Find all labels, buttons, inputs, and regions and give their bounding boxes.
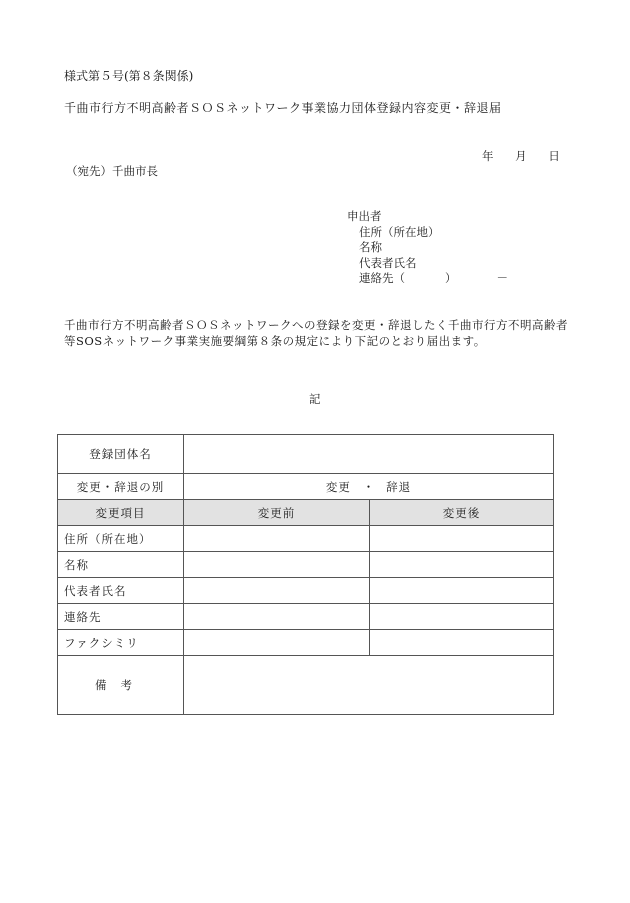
item-contact-label: 連絡先: [58, 604, 184, 630]
applicant-address-label: 住所（所在地）: [359, 224, 440, 239]
type-label: 変更・辞退の別: [58, 474, 184, 500]
contact-dash: －: [496, 271, 508, 285]
type-option-withdraw[interactable]: 辞退: [386, 479, 412, 494]
table-row: [58, 552, 554, 578]
table-header-row: [58, 500, 554, 526]
fax-after-field[interactable]: [370, 630, 554, 656]
fax-before-field[interactable]: [184, 630, 370, 656]
remarks-field[interactable]: [184, 656, 554, 715]
remarks-label: 備考: [58, 656, 184, 715]
org-name-field[interactable]: [184, 435, 554, 474]
contact-prefix: 連絡先（: [359, 271, 405, 285]
type-choice-cell: [184, 474, 554, 500]
table-row-org-name: [58, 435, 554, 474]
contact-after-field[interactable]: [370, 604, 554, 630]
ki-heading: 記: [309, 392, 321, 406]
table-row: [58, 578, 554, 604]
header-before: 変更前: [184, 500, 370, 526]
contact-before-field[interactable]: [184, 604, 370, 630]
applicant-name-label: 名称: [359, 240, 382, 254]
type-option-change[interactable]: 変更: [325, 479, 351, 494]
address-after-field[interactable]: [370, 526, 554, 552]
header-after: 変更後: [370, 500, 554, 526]
table-row-type: [58, 474, 554, 500]
date-year-label: 年: [482, 149, 494, 163]
type-separator: ・: [362, 479, 375, 494]
date-day-label: 日: [548, 149, 560, 163]
date-month-label: 月: [515, 149, 527, 163]
table-row: [58, 630, 554, 656]
document-title: 千曲市行方不明高齢者ＳＯＳネットワーク事業協力団体登録内容変更・辞退届: [64, 101, 502, 115]
table-row: [58, 526, 554, 552]
address-before-field[interactable]: [184, 526, 370, 552]
table-row: [58, 604, 554, 630]
applicant-representative-label: 代表者氏名: [359, 255, 417, 270]
item-name-label: 名称: [58, 552, 184, 578]
item-representative-label: 代表者氏名: [58, 578, 184, 604]
name-after-field[interactable]: [370, 552, 554, 578]
applicant-header: 申出者: [347, 209, 382, 223]
addressee: （宛先）千曲市長: [66, 164, 158, 178]
item-fax-label: ファクシミリ: [58, 630, 184, 656]
name-before-field[interactable]: [184, 552, 370, 578]
representative-before-field[interactable]: [184, 578, 370, 604]
date-line: [482, 148, 560, 164]
header-item: 変更項目: [58, 500, 184, 526]
representative-after-field[interactable]: [370, 578, 554, 604]
applicant-block: [347, 209, 508, 287]
org-name-label: 登録団体名: [58, 435, 184, 474]
change-form-table: [57, 434, 554, 715]
contact-paren: ）: [445, 271, 457, 285]
form-number-label: 様式第５号(第８条関係): [64, 69, 194, 83]
applicant-contact-line: [347, 271, 508, 287]
table-row-remarks: [58, 656, 554, 715]
body-paragraph: 千曲市行方不明高齢者ＳＯＳネットワークへの登録を変更・辞退したく千曲市行方不明高齢者等SOSネットワーク事業実施要綱第８条の規定により下記のとおり届出ます。: [64, 318, 568, 348]
item-address-label: 住所（所在地）: [58, 526, 184, 552]
